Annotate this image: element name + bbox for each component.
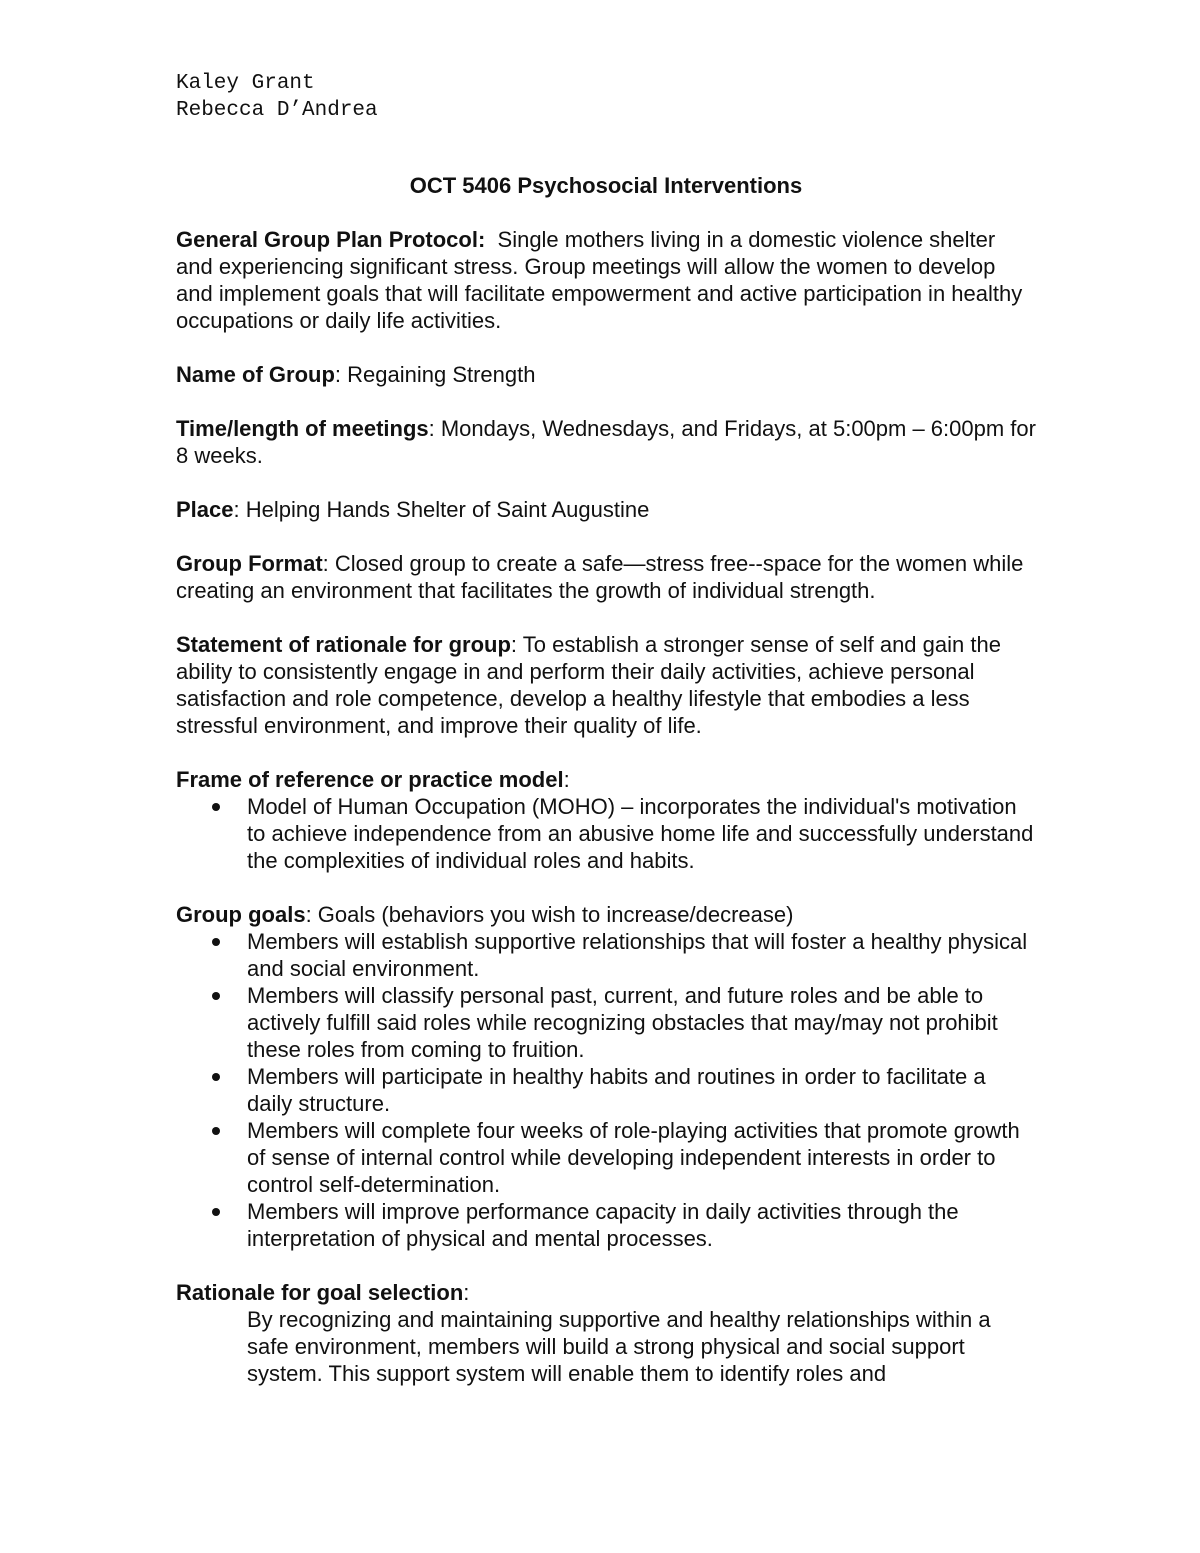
list-item-text: Members will participate in healthy habits and routines in order to facilitate a daily structure. (247, 1064, 986, 1116)
list-item (176, 1198, 1036, 1252)
group-format-text: : Closed group to create a safe—stress free--space for the women while creating an environment that facilitates the growth of individual strength. (176, 551, 1024, 603)
author-name: Rebecca D’Andrea (176, 99, 378, 122)
goal-rationale-label: Rationale for goal selection (176, 1280, 464, 1305)
author-block (176, 70, 1036, 124)
goal-rationale-heading (176, 1279, 1036, 1306)
list-item-text: Model of Human Occupation (MOHO) – incorporates the individual's motivation to achieve independence from an abusive home life and successfully understand the complexities of individual roles and habits. (247, 794, 1034, 873)
group-format-label: Group Format (176, 551, 323, 576)
frame-of-reference-heading (176, 766, 1036, 793)
bullet-icon (212, 992, 220, 1000)
protocol-section (176, 226, 1036, 334)
frame-of-reference-colon: : (563, 767, 570, 792)
bullet-icon (212, 1127, 220, 1135)
group-goals-heading (176, 901, 1036, 928)
frame-of-reference-section (176, 766, 1036, 874)
list-item (176, 793, 1036, 874)
group-goals-label: Group goals (176, 902, 306, 927)
list-item (176, 1063, 1036, 1117)
group-format-section (176, 550, 1036, 604)
rationale-statement-text: : To establish a stronger sense of self and gain the ability to consistently engage in and perform their daily activities, achieve personal satisfaction and role competence, develop a healthy lifestyle that embodies a less stressful environment, and improve their quality of life. (176, 632, 1001, 738)
bullet-icon (212, 1208, 220, 1216)
group-name-text: : Regaining Strength (334, 362, 536, 387)
bullet-icon (212, 803, 220, 811)
document-page (176, 70, 1036, 1387)
rationale-statement-label: Statement of rationale for group (176, 632, 511, 657)
place-section (176, 496, 1036, 523)
list-item (176, 1117, 1036, 1198)
group-name-section (176, 361, 1036, 388)
place-label: Place (176, 497, 234, 522)
group-goals-text: : Goals (behaviors you wish to increase/decrease) (305, 902, 794, 927)
list-item (176, 982, 1036, 1063)
bullet-icon (212, 938, 220, 946)
goal-rationale-body: By recognizing and maintaining supportive and healthy relationships within a safe environment, members will build a strong physical and social support system. This support system will enable them to identify roles and (247, 1307, 991, 1386)
rationale-statement-section (176, 631, 1036, 739)
frame-of-reference-label: Frame of reference or practice model (176, 767, 564, 792)
group-goals-section (176, 901, 1036, 1252)
meeting-time-label: Time/length of meetings (176, 416, 429, 441)
goal-rationale-section (176, 1279, 1036, 1387)
goal-rationale-colon: : (463, 1280, 470, 1305)
document-title: OCT 5406 Psychosocial Interventions (409, 173, 803, 198)
list-item-text: Members will classify personal past, current, and future roles and be able to actively fulfill said roles while recognizing obstacles that may/may not prohibit these roles from coming to fruition. (247, 983, 998, 1062)
meeting-time-text: : Mondays, Wednesdays, and Fridays, at 5:00pm – 6:00pm for 8 weeks. (176, 416, 1036, 468)
author-name: Kaley Grant (176, 72, 315, 95)
group-name-label: Name of Group (176, 362, 335, 387)
meeting-time-section (176, 415, 1036, 469)
list-item-text: Members will establish supportive relationships that will foster a healthy physical and social environment. (247, 929, 1028, 981)
frame-of-reference-list (176, 793, 1036, 874)
list-item-text: Members will complete four weeks of role-playing activities that promote growth of sense of internal control while developing independent interests in order to control self-determination. (247, 1118, 1020, 1197)
group-goals-list (176, 928, 1036, 1252)
list-item (176, 928, 1036, 982)
protocol-text: Single mothers living in a domestic violence shelter and experiencing significant stress. Group meetings will allow the women to develop and implement goals that will facilitate empowerment and active participation in healthy occupations or daily life activities. (176, 227, 1023, 333)
bullet-icon (212, 1073, 220, 1081)
list-item-text: Members will improve performance capacity in daily activities through the interpretation of physical and mental processes. (247, 1199, 959, 1251)
place-text: : Helping Hands Shelter of Saint Augustine (233, 497, 650, 522)
protocol-label: General Group Plan Protocol: (176, 227, 486, 252)
